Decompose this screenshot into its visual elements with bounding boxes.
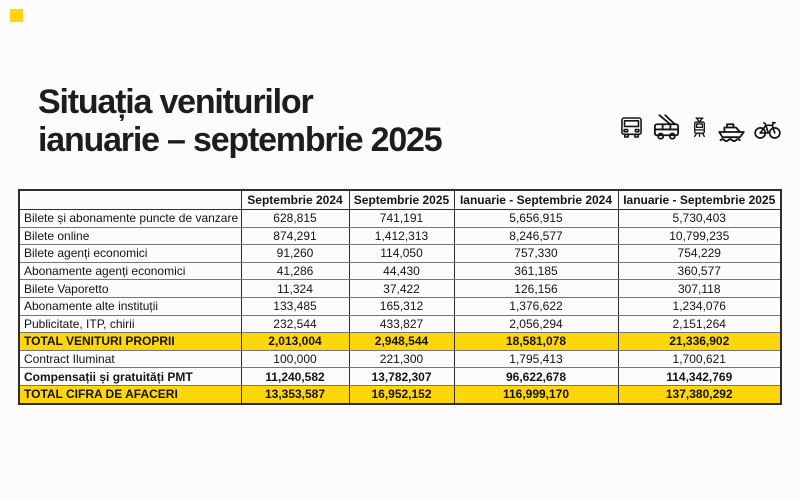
value-cell: 41,286	[241, 262, 349, 280]
revenue-table	[18, 189, 782, 405]
value-cell: 126,156	[454, 280, 618, 298]
column-header: Ianuarie - Septembrie 2025	[618, 190, 781, 210]
value-cell: 628,815	[241, 210, 349, 228]
table-header-row	[19, 190, 781, 210]
bus-icon	[618, 112, 645, 142]
value-cell: 21,336,902	[618, 333, 781, 351]
value-cell: 1,376,622	[454, 297, 618, 315]
value-cell: 44,430	[349, 262, 454, 280]
value-cell: 1,412,313	[349, 227, 454, 245]
value-cell: 5,730,403	[618, 210, 781, 228]
value-cell: 2,151,264	[618, 315, 781, 333]
table-row	[19, 210, 781, 228]
value-cell: 2,056,294	[454, 315, 618, 333]
value-cell: 433,827	[349, 315, 454, 333]
table-row	[19, 385, 781, 403]
row-label: Compensații și gratuități PMT	[19, 368, 241, 386]
trolleybus-icon	[651, 112, 682, 143]
table-row	[19, 262, 781, 280]
table-row	[19, 227, 781, 245]
value-cell: 13,782,307	[349, 368, 454, 386]
value-cell: 16,952,152	[349, 385, 454, 403]
value-cell: 754,229	[618, 245, 781, 263]
value-cell: 116,999,170	[454, 385, 618, 403]
value-cell: 18,581,078	[454, 333, 618, 351]
value-cell: 8,246,577	[454, 227, 618, 245]
column-header: Septembrie 2025	[349, 190, 454, 210]
row-label: Bilete și abonamente puncte de vanzare	[19, 210, 241, 228]
page-title	[38, 83, 441, 159]
value-cell: 741,191	[349, 210, 454, 228]
value-cell: 874,291	[241, 227, 349, 245]
value-cell: 96,622,678	[454, 368, 618, 386]
value-cell: 361,185	[454, 262, 618, 280]
table-row	[19, 245, 781, 263]
value-cell: 11,240,582	[241, 368, 349, 386]
value-cell: 307,118	[618, 280, 781, 298]
value-cell: 2,013,004	[241, 333, 349, 351]
page-title-line1: Situația veniturilor	[38, 82, 313, 121]
value-cell: 11,324	[241, 280, 349, 298]
value-cell: 114,050	[349, 245, 454, 263]
value-cell: 360,577	[618, 262, 781, 280]
table-row	[19, 280, 781, 298]
value-cell: 1,700,621	[618, 350, 781, 368]
value-cell: 2,948,544	[349, 333, 454, 351]
row-label: Abonamente agenți economici	[19, 262, 241, 280]
tram-icon	[688, 111, 711, 143]
row-label: Abonamente alte instituții	[19, 297, 241, 315]
value-cell: 137,380,292	[618, 385, 781, 403]
page-title-line2: ianuarie – septembrie 2025	[38, 120, 442, 159]
row-label: Contract Iluminat	[19, 350, 241, 368]
row-label: TOTAL VENITURI PROPRII	[19, 333, 241, 351]
value-cell: 165,312	[349, 297, 454, 315]
bicycle-icon	[753, 113, 782, 142]
value-cell: 100,000	[241, 350, 349, 368]
row-label: Bilete agenți economici	[19, 245, 241, 263]
column-header: Septembrie 2024	[241, 190, 349, 210]
table-row	[19, 350, 781, 368]
row-label: TOTAL CIFRA DE AFACERI	[19, 385, 241, 403]
ship-icon	[716, 112, 747, 143]
value-cell: 114,342,769	[618, 368, 781, 386]
brand-accent-square	[10, 9, 23, 22]
column-header: Ianuarie - Septembrie 2024	[454, 190, 618, 210]
value-cell: 232,544	[241, 315, 349, 333]
table-row	[19, 315, 781, 333]
value-cell: 221,300	[349, 350, 454, 368]
row-label: Bilete Vaporetto	[19, 280, 241, 298]
value-cell: 757,330	[454, 245, 618, 263]
value-cell: 10,799,235	[618, 227, 781, 245]
row-label: Bilete online	[19, 227, 241, 245]
value-cell: 37,422	[349, 280, 454, 298]
value-cell: 133,485	[241, 297, 349, 315]
value-cell: 5,656,915	[454, 210, 618, 228]
row-label: Publicitate, ITP, chirii	[19, 315, 241, 333]
table-row	[19, 297, 781, 315]
table-row	[19, 333, 781, 351]
value-cell: 91,260	[241, 245, 349, 263]
value-cell: 13,353,587	[241, 385, 349, 403]
corner-header-cell	[19, 190, 241, 210]
table-row	[19, 368, 781, 386]
value-cell: 1,795,413	[454, 350, 618, 368]
transport-icons	[618, 109, 782, 145]
value-cell: 1,234,076	[618, 297, 781, 315]
